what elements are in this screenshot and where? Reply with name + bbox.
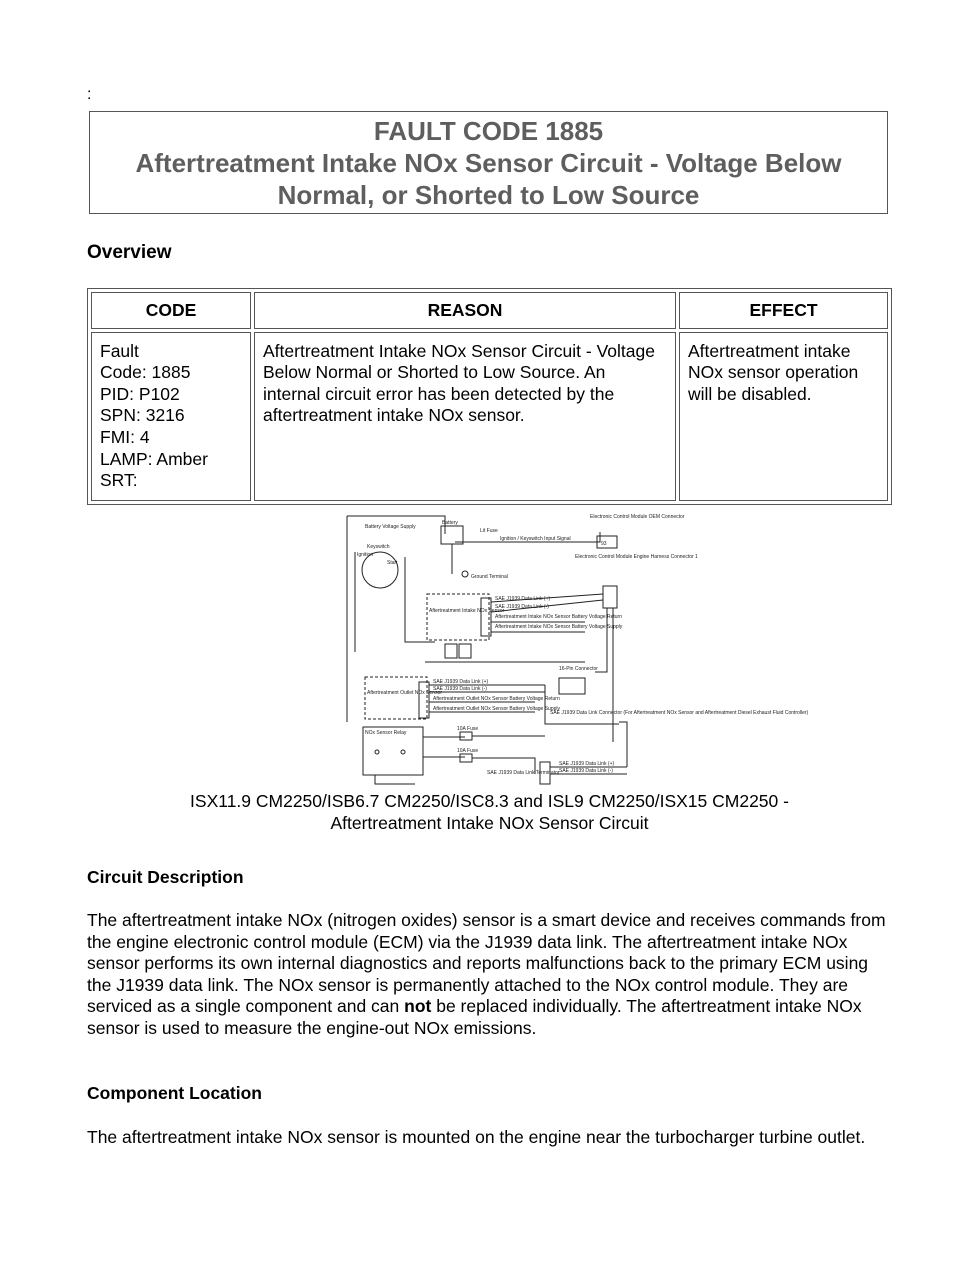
diagram-caption xyxy=(87,790,892,834)
16-pin-connector xyxy=(559,678,585,694)
circuit-text-part: be replaced individually. The aftertreatment intake NOx sensor is used to measure the engine-out NOx emissions. xyxy=(87,996,862,1038)
code-line: Fault xyxy=(100,340,139,361)
diagram-label: Electronic Control Module Engine Harness Connector 1 xyxy=(575,554,698,560)
diagram-label: Electronic Control Module OEM Connector xyxy=(590,514,685,520)
fuse-10b xyxy=(460,754,472,762)
overview-table xyxy=(87,288,892,505)
table-row xyxy=(91,332,888,501)
diagram-label: Start xyxy=(387,560,398,566)
column-header-code: CODE xyxy=(91,292,251,329)
diagram-label: Battery Voltage Supply xyxy=(365,524,416,530)
relay-contact xyxy=(375,750,379,754)
outlet-sensor-box xyxy=(365,677,427,719)
circuit-description-heading: Circuit Description xyxy=(87,867,244,887)
circuit-diagram xyxy=(345,512,809,787)
diagram-label: Aftertreatment Intake NOx Sensor xyxy=(429,608,505,614)
diagram-label: SAE J1939 Data Link (-) xyxy=(495,604,549,610)
diagram-label: Ignition / Keyswitch Input Signal xyxy=(500,536,571,542)
diagram-label: SAE J1939 Data Link Terminator xyxy=(487,770,560,776)
wire xyxy=(619,722,627,767)
diagram-label: Ground Terminal xyxy=(471,574,508,580)
diagram-label: SAE J1939 Data Link Connector (For Aftertreatment NOx Sensor and Aftertreatment Diesel Exhaust Fluid Controller) xyxy=(550,710,809,716)
diagram-label: 16-Pin Connector xyxy=(559,666,598,672)
code-cell xyxy=(91,332,251,501)
diagram-label: 93 xyxy=(601,541,607,547)
diagram-label: Aftertreatment Outlet NOx Sensor Battery Voltage Supply xyxy=(433,706,561,712)
diagram-label: Aftertreatment Outlet NOx Sensor Battery Voltage Return xyxy=(433,696,560,702)
reason-cell: Aftertreatment Intake NOx Sensor Circuit - Voltage Below Normal or Shorted to Low Source. An internal circuit error has been detected by the aftertreatment intake NOx sensor. xyxy=(254,332,676,501)
ground-terminal xyxy=(462,571,468,577)
circuit-description-text xyxy=(87,910,887,1040)
diagram-label: 10A Fuse xyxy=(457,726,479,732)
emphasis-word: not xyxy=(404,996,432,1017)
code-line: SRT: xyxy=(100,470,138,491)
wire xyxy=(545,685,619,724)
table-header-row xyxy=(91,292,888,329)
ecm-harness-pins xyxy=(603,586,617,608)
wire xyxy=(375,775,415,784)
page-marker: : xyxy=(87,86,92,103)
effect-cell: Aftertreatment intake NOx sensor operation will be disabled. xyxy=(679,332,888,501)
fault-description-line2: Normal, or Shorted to Low Source xyxy=(277,180,700,210)
component-location-heading: Component Location xyxy=(87,1083,262,1103)
wire xyxy=(405,557,435,642)
diagram-label: SAE J1939 Data Link (+) xyxy=(559,761,615,767)
diagram-label: NOx Sensor Relay xyxy=(365,730,407,736)
code-line: Code: 1885 xyxy=(100,362,191,383)
diagram-label: Battery xyxy=(442,520,458,526)
code-line: PID: P102 xyxy=(100,383,180,404)
column-header-reason: REASON xyxy=(254,292,676,329)
code-line: LAMP: Amber xyxy=(100,448,208,469)
diagram-label: 10A Fuse xyxy=(457,748,479,754)
diagram-label: Ignition xyxy=(357,552,374,558)
column-header-effect: EFFECT xyxy=(679,292,888,329)
code-line: SPN: 3216 xyxy=(100,405,185,426)
component-location-text: The aftertreatment intake NOx sensor is mounted on the engine near the turbocharger turbine outlet. xyxy=(87,1127,866,1147)
code-line: FMI: 4 xyxy=(100,426,150,447)
fuse-10a xyxy=(460,732,472,740)
inline-connector xyxy=(445,644,457,658)
circuit-text-part: The aftertreatment intake NOx (nitrogen oxides) sensor is a smart device and receives commands from the engine electronic control module (ECM) via the J1939 data link. The aftertreatment intake NOx sensor performs its own internal diagnostics and reports malfunctions back to the primary ECM using the J1939 data link. The NOx sensor is permanently attached to the NOx control module. They are serviced as a single component and can xyxy=(87,910,886,1017)
diagram-label: SAE J1939 Data Link (+) xyxy=(433,679,489,685)
fault-description-line1: Aftertreatment Intake NOx Sensor Circuit - Voltage Below xyxy=(135,148,842,178)
fault-title-box xyxy=(89,111,888,214)
inline-connector xyxy=(459,644,471,658)
battery-symbol xyxy=(441,526,463,544)
relay-contact xyxy=(401,750,405,754)
diagram-label: Aftertreatment Intake NOx Sensor Battery Voltage Return xyxy=(495,614,623,620)
caption-line: Aftertreatment Intake NOx Sensor Circuit xyxy=(330,813,649,833)
overview-heading: Overview xyxy=(87,242,172,263)
diagram-label: Aftertreatment Outlet NOx Sensor xyxy=(367,690,443,696)
intake-sensor-box xyxy=(427,594,489,640)
fault-code-title: FAULT CODE 1885 xyxy=(373,116,604,146)
diagram-label: Keyswitch xyxy=(367,544,390,550)
diagram-label: Lit Fuse xyxy=(480,528,498,534)
diagram-label: SAE J1939 Data Link (+) xyxy=(495,596,551,602)
diagram-label: SAE J1939 Data Link (-) xyxy=(559,768,613,774)
diagram-label: Aftertreatment Intake NOx Sensor Battery Voltage Supply xyxy=(495,624,623,630)
diagram-label: SAE J1939 Data Link (-) xyxy=(433,686,487,692)
caption-line: ISX11.9 CM2250/ISB6.7 CM2250/ISC8.3 and ISL9 CM2250/ISX15 CM2250 - xyxy=(190,791,789,811)
